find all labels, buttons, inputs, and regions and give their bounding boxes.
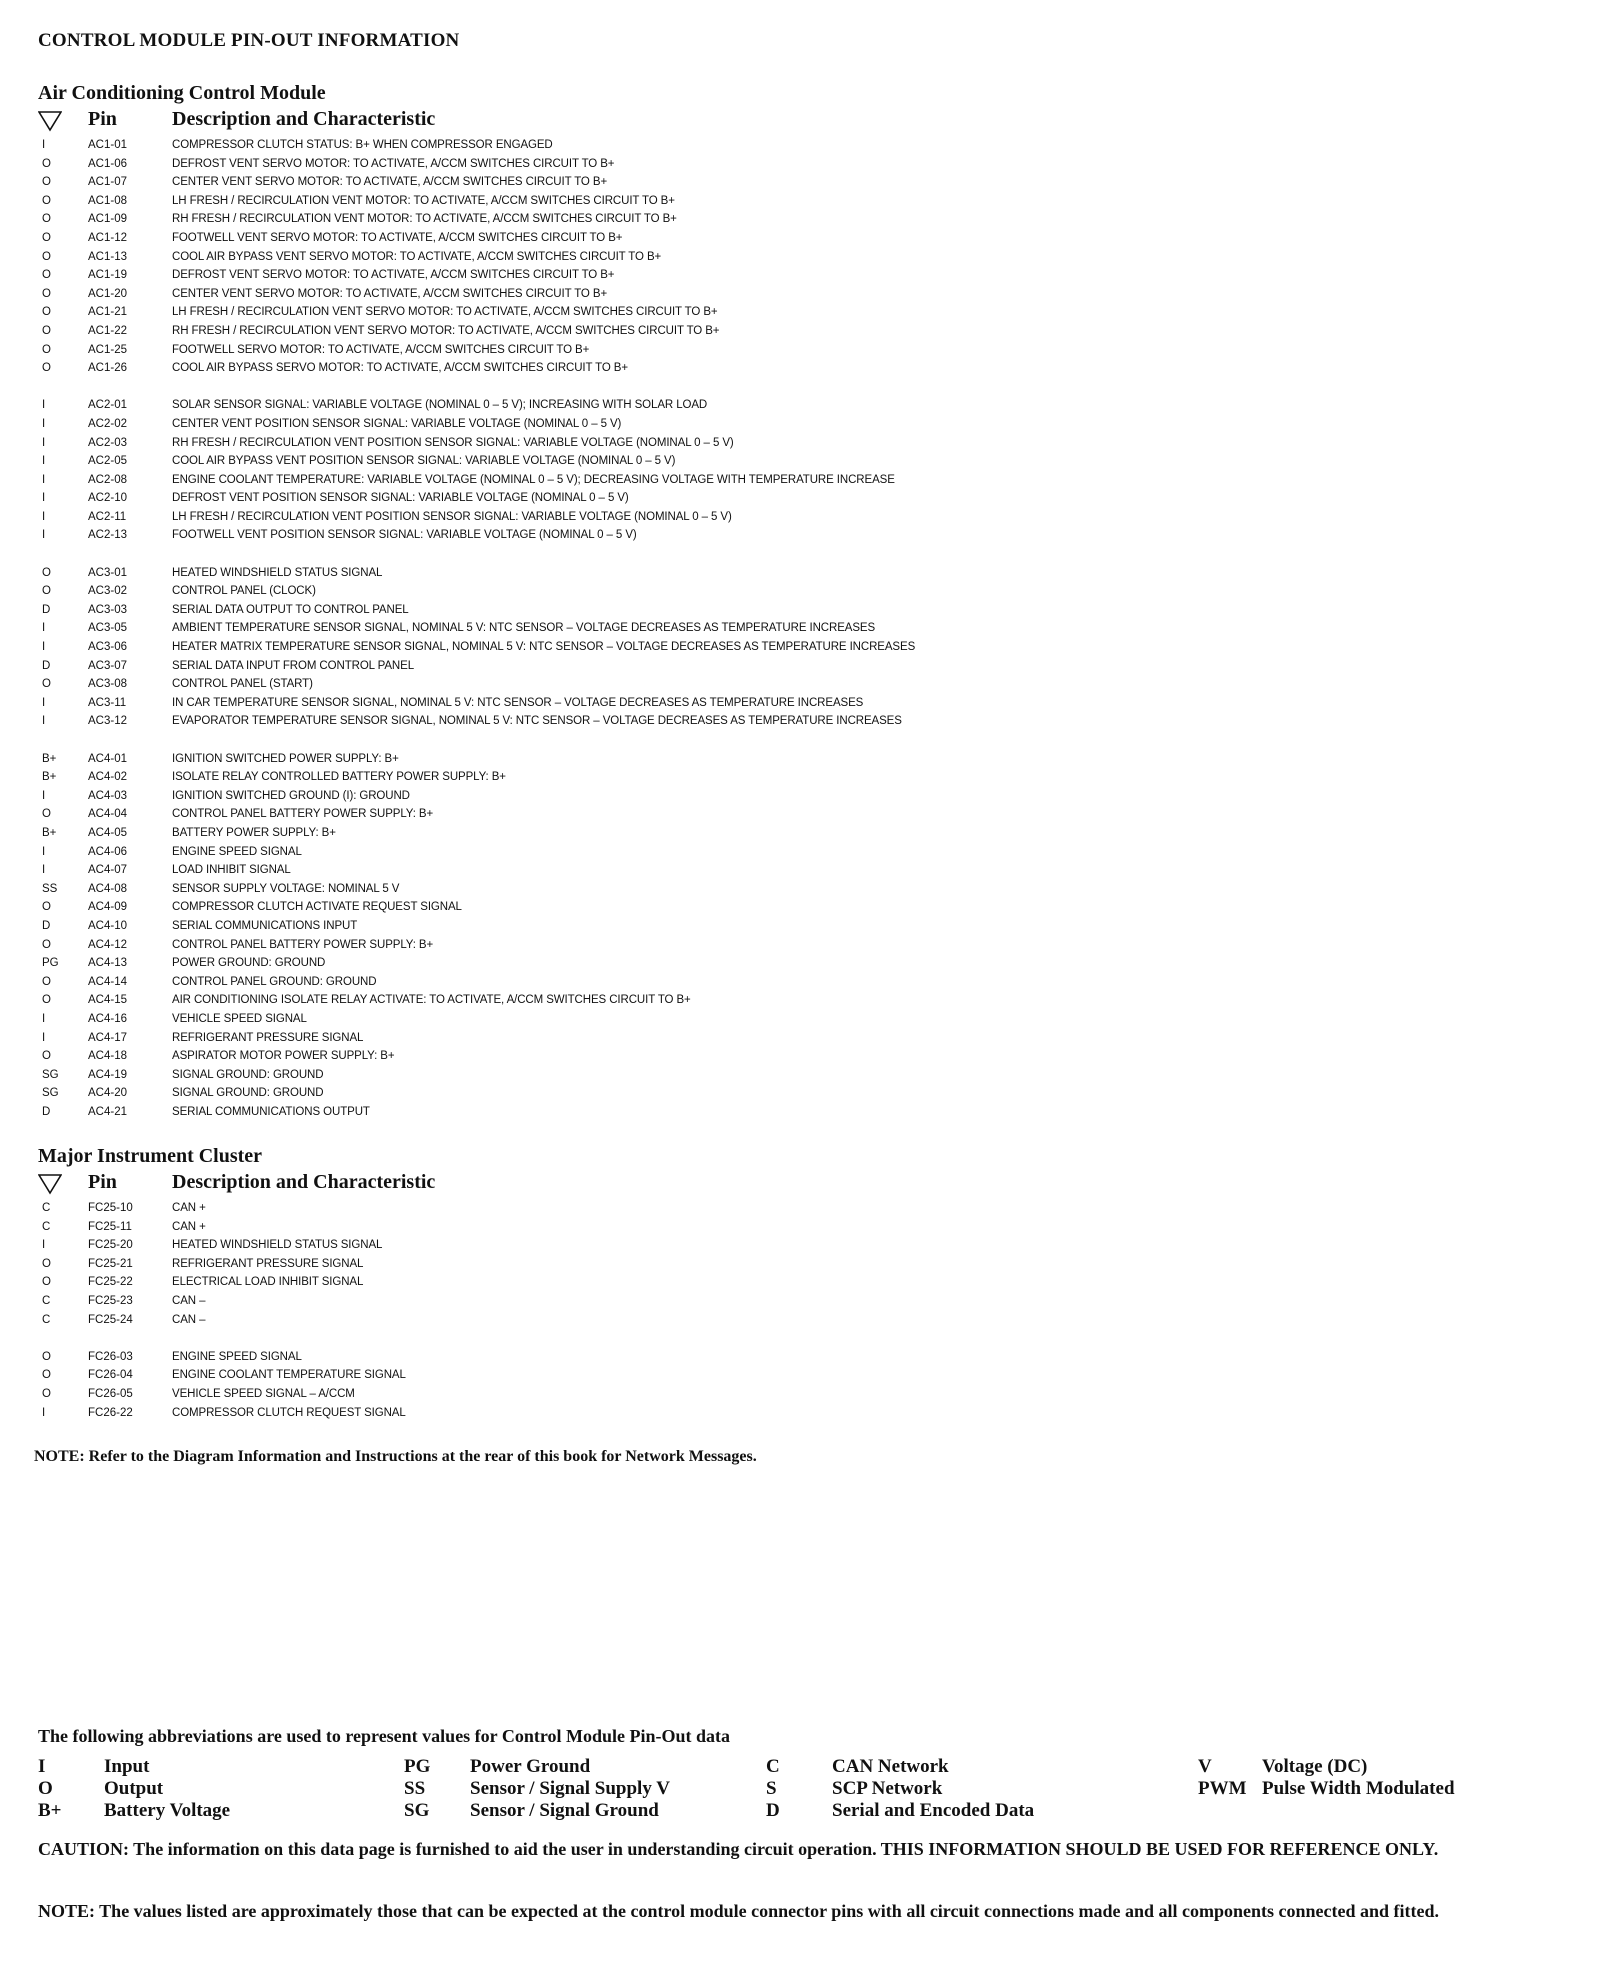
table-row xyxy=(38,1404,1538,1423)
table-row xyxy=(38,285,1538,304)
pin-type: I xyxy=(42,1406,46,1419)
abbr-key: SG xyxy=(404,1800,430,1821)
pin-type: I xyxy=(42,622,46,635)
pin-type: I xyxy=(42,436,46,449)
pin-type: O xyxy=(42,994,51,1007)
pin-type: O xyxy=(42,213,51,226)
table-row xyxy=(38,1255,1538,1274)
table-row xyxy=(38,341,1538,360)
abbreviations-column-2 xyxy=(404,1756,670,1822)
pin-number: AC1-26 xyxy=(88,362,127,375)
pin-description: RH FRESH / RECIRCULATION VENT POSITION SENSOR SIGNAL: VARIABLE VOLTAGE (NOMINAL 0 – 5 V) xyxy=(172,436,734,449)
abbr-key: B+ xyxy=(38,1800,62,1821)
pin-description: VEHICLE SPEED SIGNAL xyxy=(172,1012,307,1025)
abbr-value: Pulse Width Modulated xyxy=(1262,1778,1455,1799)
table-row xyxy=(38,303,1538,322)
pin-description: RH FRESH / RECIRCULATION VENT SERVO MOTOR: TO ACTIVATE, A/CCM SWITCHES CIRCUIT TO B+ xyxy=(172,324,720,337)
pin-number: AC1-06 xyxy=(88,157,127,170)
pin-description: LH FRESH / RECIRCULATION VENT MOTOR: TO ACTIVATE, A/CCM SWITCHES CIRCUIT TO B+ xyxy=(172,194,675,207)
pin-number: AC4-12 xyxy=(88,938,127,951)
abbr-value: Battery Voltage xyxy=(104,1800,231,1821)
pin-type: O xyxy=(42,176,51,189)
table-row xyxy=(38,192,1538,211)
pin-number: AC3-12 xyxy=(88,715,127,728)
table-row xyxy=(38,936,1538,955)
table-row xyxy=(38,991,1538,1010)
table-row xyxy=(38,1366,1538,1385)
pin-number: AC3-01 xyxy=(88,566,127,579)
pin-number: AC2-01 xyxy=(88,399,127,412)
pin-description: DEFROST VENT SERVO MOTOR: TO ACTIVATE, A/CCM SWITCHES CIRCUIT TO B+ xyxy=(172,157,615,170)
ac-module-section xyxy=(38,80,1538,1121)
pin-number: AC3-07 xyxy=(88,659,127,672)
table-row xyxy=(38,396,1538,415)
pin-description: COMPRESSOR CLUTCH ACTIVATE REQUEST SIGNAL xyxy=(172,901,462,914)
pin-description: HEATER MATRIX TEMPERATURE SENSOR SIGNAL, NOMINAL 5 V: NTC SENSOR – VOLTAGE DECREASES AS TEMPERATURE INCREASES xyxy=(172,641,916,654)
network-note: NOTE: Refer to the Diagram Information and Instructions at the rear of this book for Network Messages. xyxy=(34,1448,757,1465)
pin-type: O xyxy=(42,250,51,263)
abbr-key: S xyxy=(766,1778,777,1799)
pin-type: I xyxy=(42,864,46,877)
ac-column-header xyxy=(38,106,1538,136)
pin-number: AC4-13 xyxy=(88,957,127,970)
pin-number: FC25-21 xyxy=(88,1257,133,1270)
pin-number: AC3-06 xyxy=(88,641,127,654)
pin-description: SIGNAL GROUND: GROUND xyxy=(172,1087,324,1100)
pin-type: D xyxy=(42,919,51,932)
abbreviations-column-3 xyxy=(766,1756,1034,1822)
table-row xyxy=(38,824,1538,843)
pin-type: O xyxy=(42,1276,51,1289)
pin-description: POWER GROUND: GROUND xyxy=(172,957,326,970)
pin-number: FC26-05 xyxy=(88,1387,133,1400)
table-row xyxy=(38,508,1538,527)
pin-number: AC1-25 xyxy=(88,343,127,356)
values-note: NOTE: The values listed are approximately those that can be expected at the control module connector pins with all circuit connections made and all components connected and fitted. xyxy=(38,1901,1439,1921)
abbr-value: Sensor / Signal Supply V xyxy=(470,1778,670,1799)
pin-type: I xyxy=(42,473,46,486)
pin-number: AC4-15 xyxy=(88,994,127,1007)
pin-type: SG xyxy=(42,1068,59,1081)
table-row xyxy=(38,898,1538,917)
pin-type: PG xyxy=(42,957,59,970)
pin-type: D xyxy=(42,659,51,672)
cluster-pin-table xyxy=(38,1199,1538,1422)
pin-type: O xyxy=(42,1257,51,1270)
pin-description: RH FRESH / RECIRCULATION VENT MOTOR: TO ACTIVATE, A/CCM SWITCHES CIRCUIT TO B+ xyxy=(172,213,677,226)
table-row xyxy=(38,917,1538,936)
pin-number: FC25-22 xyxy=(88,1276,133,1289)
cluster-section xyxy=(38,1143,1538,1422)
pin-description: ISOLATE RELAY CONTROLLED BATTERY POWER SUPPLY: B+ xyxy=(172,771,506,784)
table-row xyxy=(38,1218,1538,1237)
pin-number: AC4-09 xyxy=(88,901,127,914)
pin-type: I xyxy=(42,455,46,468)
description-column-heading: Description and Characteristic xyxy=(172,1171,436,1193)
table-row xyxy=(38,173,1538,192)
table-row xyxy=(38,880,1538,899)
pin-description: COOL AIR BYPASS VENT SERVO MOTOR: TO ACTIVATE, A/CCM SWITCHES CIRCUIT TO B+ xyxy=(172,250,662,263)
table-row xyxy=(38,861,1538,880)
pin-number: AC2-08 xyxy=(88,473,127,486)
pin-number: FC25-23 xyxy=(88,1294,133,1307)
pin-description: ENGINE COOLANT TEMPERATURE SIGNAL xyxy=(172,1369,406,1382)
table-row xyxy=(38,415,1538,434)
pin-number: AC4-10 xyxy=(88,919,127,932)
pin-description: FOOTWELL SERVO MOTOR: TO ACTIVATE, A/CCM SWITCHES CIRCUIT TO B+ xyxy=(172,343,590,356)
table-row xyxy=(38,1066,1538,1085)
pin-number: AC4-08 xyxy=(88,882,127,895)
pin-description: FOOTWELL VENT POSITION SENSOR SIGNAL: VARIABLE VOLTAGE (NOMINAL 0 – 5 V) xyxy=(172,529,637,542)
pin-number: FC26-03 xyxy=(88,1350,133,1363)
pin-number: AC1-22 xyxy=(88,324,127,337)
table-row xyxy=(38,136,1538,155)
pin-number: AC2-05 xyxy=(88,455,127,468)
abbr-key: O xyxy=(38,1778,53,1799)
pin-number: AC2-11 xyxy=(88,510,127,523)
pin-type: O xyxy=(42,324,51,337)
table-row xyxy=(38,1292,1538,1311)
abbr-key: PG xyxy=(404,1756,431,1777)
pin-type: O xyxy=(42,287,51,300)
pin-type: I xyxy=(42,1239,46,1252)
pin-number: AC1-12 xyxy=(88,231,127,244)
pin-number: AC1-08 xyxy=(88,194,127,207)
abbr-value: CAN Network xyxy=(832,1756,949,1777)
table-row xyxy=(38,657,1538,676)
pin-number: FC26-04 xyxy=(88,1369,133,1382)
table-row xyxy=(38,322,1538,341)
pin-number: AC4-21 xyxy=(88,1105,127,1118)
pin-type: C xyxy=(42,1313,51,1326)
cluster-column-header xyxy=(38,1169,1538,1199)
pin-type: I xyxy=(42,1031,46,1044)
pin-type: C xyxy=(42,1294,51,1307)
pin-number: AC2-10 xyxy=(88,492,127,505)
pin-description: CAN + xyxy=(172,1202,206,1214)
table-row xyxy=(38,1236,1538,1255)
pin-type: I xyxy=(42,715,46,728)
table-row xyxy=(38,1047,1538,1066)
pin-number: AC4-07 xyxy=(88,864,127,877)
pin-type: I xyxy=(42,845,46,858)
pin-type: O xyxy=(42,938,51,951)
pin-description: AMBIENT TEMPERATURE SENSOR SIGNAL, NOMINAL 5 V: NTC SENSOR – VOLTAGE DECREASES AS TEMPERATURE INCREASES xyxy=(172,622,876,635)
table-row xyxy=(38,471,1538,490)
caution-text: CAUTION: The information on this data page is furnished to aid the user in understanding circuit operation. THIS INFORMATION SHOULD BE USED FOR REFERENCE ONLY. xyxy=(38,1839,1439,1859)
pin-description: CAN – xyxy=(172,1294,206,1307)
pin-number: AC4-18 xyxy=(88,1050,127,1063)
table-row xyxy=(38,973,1538,992)
table-row xyxy=(38,787,1538,806)
abbr-key: PWM xyxy=(1198,1778,1247,1799)
abbr-value: Voltage (DC) xyxy=(1262,1756,1368,1777)
pin-description: DEFROST VENT POSITION SENSOR SIGNAL: VARIABLE VOLTAGE (NOMINAL 0 – 5 V) xyxy=(172,492,629,505)
pin-description: AIR CONDITIONING ISOLATE RELAY ACTIVATE: TO ACTIVATE, A/CCM SWITCHES CIRCUIT TO B+ xyxy=(172,994,691,1007)
pin-description: LH FRESH / RECIRCULATION VENT SERVO MOTOR: TO ACTIVATE, A/CCM SWITCHES CIRCUIT TO B+ xyxy=(172,306,718,319)
pin-number: AC1-19 xyxy=(88,269,127,282)
table-row xyxy=(38,434,1538,453)
table-row xyxy=(38,229,1538,248)
pin-number: AC2-13 xyxy=(88,529,127,542)
pin-number: AC1-01 xyxy=(88,139,127,151)
pin-number: FC26-22 xyxy=(88,1406,133,1419)
pin-description: CENTER VENT POSITION SENSOR SIGNAL: VARIABLE VOLTAGE (NOMINAL 0 – 5 V) xyxy=(172,417,622,430)
pin-description: IGNITION SWITCHED POWER SUPPLY: B+ xyxy=(172,752,399,765)
pin-type: O xyxy=(42,343,51,356)
ac-module-title: Air Conditioning Control Module xyxy=(38,82,326,104)
pin-number: AC3-05 xyxy=(88,622,127,635)
pin-type: I xyxy=(42,529,46,542)
pin-type: I xyxy=(42,1012,46,1025)
pin-number: AC1-20 xyxy=(88,287,127,300)
pin-number: AC4-03 xyxy=(88,789,127,802)
table-row xyxy=(38,954,1538,973)
pin-description: SERIAL COMMUNICATIONS INPUT xyxy=(172,919,358,932)
pin-type: O xyxy=(42,808,51,821)
connector-triangle-icon xyxy=(38,110,62,132)
pin-type: B+ xyxy=(42,826,57,839)
table-row xyxy=(38,768,1538,787)
abbreviations-column-1 xyxy=(38,1756,230,1822)
abbr-key: V xyxy=(1198,1756,1212,1777)
pin-type: I xyxy=(42,399,46,412)
pin-number: AC3-08 xyxy=(88,678,127,691)
pin-description: FOOTWELL VENT SERVO MOTOR: TO ACTIVATE, A/CCM SWITCHES CIRCUIT TO B+ xyxy=(172,231,623,244)
pin-type: O xyxy=(42,678,51,691)
pin-description: CONTROL PANEL (START) xyxy=(172,678,313,691)
abbr-value: SCP Network xyxy=(832,1778,943,1799)
pin-description: CONTROL PANEL BATTERY POWER SUPPLY: B+ xyxy=(172,938,434,951)
table-row xyxy=(38,1348,1538,1367)
pin-description: SIGNAL GROUND: GROUND xyxy=(172,1068,324,1081)
pin-description: COOL AIR BYPASS SERVO MOTOR: TO ACTIVATE, A/CCM SWITCHES CIRCUIT TO B+ xyxy=(172,362,628,375)
pin-number: AC3-03 xyxy=(88,603,127,616)
ac-pin-table xyxy=(38,136,1538,1121)
pin-description: CAN – xyxy=(172,1313,206,1326)
abbr-value: Power Ground xyxy=(470,1756,591,1777)
abbr-value: Serial and Encoded Data xyxy=(832,1800,1035,1821)
table-row xyxy=(38,1084,1538,1103)
table-row xyxy=(38,805,1538,824)
pin-description: LOAD INHIBIT SIGNAL xyxy=(172,864,291,877)
pin-type: O xyxy=(42,901,51,914)
pin-type: O xyxy=(42,1050,51,1063)
pin-description: SERIAL COMMUNICATIONS OUTPUT xyxy=(172,1105,370,1118)
table-row xyxy=(38,1103,1538,1122)
pin-description: REFRIGERANT PRESSURE SIGNAL xyxy=(172,1031,364,1044)
abbr-value: Input xyxy=(104,1756,150,1777)
table-row xyxy=(38,248,1538,267)
pin-description: COMPRESSOR CLUTCH REQUEST SIGNAL xyxy=(172,1406,406,1419)
table-row xyxy=(38,843,1538,862)
pin-number: AC1-13 xyxy=(88,250,127,263)
pin-description: SERIAL DATA INPUT FROM CONTROL PANEL xyxy=(172,659,414,672)
pin-description: COMPRESSOR CLUTCH STATUS: B+ WHEN COMPRESSOR ENGAGED xyxy=(172,139,553,151)
pin-description: CENTER VENT SERVO MOTOR: TO ACTIVATE, A/CCM SWITCHES CIRCUIT TO B+ xyxy=(172,287,608,300)
pin-description: CONTROL PANEL (CLOCK) xyxy=(172,585,316,598)
pin-description: SOLAR SENSOR SIGNAL: VARIABLE VOLTAGE (NOMINAL 0 – 5 V); INCREASING WITH SOLAR LOAD xyxy=(172,399,708,412)
pin-number: FC25-24 xyxy=(88,1313,133,1326)
pin-number: AC4-04 xyxy=(88,808,127,821)
pin-description: HEATED WINDSHIELD STATUS SIGNAL xyxy=(172,1239,383,1252)
pin-number: AC4-02 xyxy=(88,771,127,784)
pin-number: AC1-21 xyxy=(88,306,127,319)
pin-description: ELECTRICAL LOAD INHIBIT SIGNAL xyxy=(172,1276,364,1289)
table-row xyxy=(38,675,1538,694)
abbr-value: Sensor / Signal Ground xyxy=(470,1800,659,1821)
pin-type: O xyxy=(42,231,51,244)
pin-number: AC4-19 xyxy=(88,1068,127,1081)
pin-type: O xyxy=(42,585,51,598)
pin-number: AC4-20 xyxy=(88,1087,127,1100)
table-row xyxy=(38,155,1538,174)
pin-number: AC2-03 xyxy=(88,436,127,449)
pin-number: AC4-05 xyxy=(88,826,127,839)
pin-type: D xyxy=(42,603,51,616)
pin-description: ENGINE SPEED SIGNAL xyxy=(172,845,302,858)
pin-description: REFRIGERANT PRESSURE SIGNAL xyxy=(172,1257,364,1270)
pin-type: O xyxy=(42,362,51,375)
pin-description: LH FRESH / RECIRCULATION VENT POSITION SENSOR SIGNAL: VARIABLE VOLTAGE (NOMINAL 0 – 5 V) xyxy=(172,510,732,523)
table-row xyxy=(38,1385,1538,1404)
pin-number: AC2-02 xyxy=(88,417,127,430)
pin-type: O xyxy=(42,269,51,282)
abbr-value: Output xyxy=(104,1778,164,1799)
pin-type: I xyxy=(42,641,46,654)
pin-description: CAN + xyxy=(172,1220,206,1233)
pin-description: BATTERY POWER SUPPLY: B+ xyxy=(172,826,336,839)
pin-number: FC25-10 xyxy=(88,1202,133,1214)
pin-column-heading: Pin xyxy=(88,1171,117,1193)
table-row xyxy=(38,359,1538,378)
pin-type: SG xyxy=(42,1087,59,1100)
pin-description: CENTER VENT SERVO MOTOR: TO ACTIVATE, A/CCM SWITCHES CIRCUIT TO B+ xyxy=(172,176,608,189)
pin-description: ENGINE SPEED SIGNAL xyxy=(172,1350,302,1363)
pin-number: AC4-14 xyxy=(88,975,127,988)
pin-number: FC25-20 xyxy=(88,1239,133,1252)
pin-description: DEFROST VENT SERVO MOTOR: TO ACTIVATE, A/CCM SWITCHES CIRCUIT TO B+ xyxy=(172,269,615,282)
pin-type: O xyxy=(42,1369,51,1382)
pin-description: CONTROL PANEL BATTERY POWER SUPPLY: B+ xyxy=(172,808,434,821)
table-row xyxy=(38,526,1538,545)
abbr-key: C xyxy=(766,1756,780,1777)
cluster-title: Major Instrument Cluster xyxy=(38,1145,263,1167)
pin-number: AC1-09 xyxy=(88,213,127,226)
table-row xyxy=(38,750,1538,769)
pin-number: AC1-07 xyxy=(88,176,127,189)
pin-number: AC4-17 xyxy=(88,1031,127,1044)
table-row xyxy=(38,1311,1538,1330)
pin-number: FC25-11 xyxy=(88,1220,132,1233)
pin-type: B+ xyxy=(42,752,57,765)
table-row xyxy=(38,694,1538,713)
pin-description: SERIAL DATA OUTPUT TO CONTROL PANEL xyxy=(172,603,409,616)
pin-type: SS xyxy=(42,882,58,895)
pin-number: AC4-06 xyxy=(88,845,127,858)
pin-number: AC3-02 xyxy=(88,585,127,598)
table-row xyxy=(38,489,1538,508)
pin-type: I xyxy=(42,696,46,709)
pin-type: C xyxy=(42,1202,51,1214)
pin-description: CONTROL PANEL GROUND: GROUND xyxy=(172,975,377,988)
pin-type: I xyxy=(42,492,46,505)
pin-type: I xyxy=(42,139,46,151)
table-row xyxy=(38,452,1538,471)
pin-description: SENSOR SUPPLY VOLTAGE: NOMINAL 5 V xyxy=(172,882,400,895)
pin-type: O xyxy=(42,306,51,319)
pin-description: IN CAR TEMPERATURE SENSOR SIGNAL, NOMINAL 5 V: NTC SENSOR – VOLTAGE DECREASES AS TEMPERATURE INCREASES xyxy=(172,696,864,709)
pin-type: B+ xyxy=(42,771,57,784)
abbreviations-column-4 xyxy=(1198,1756,1455,1800)
pin-description: HEATED WINDSHIELD STATUS SIGNAL xyxy=(172,566,383,579)
pinout-page xyxy=(34,0,1568,1980)
table-row xyxy=(38,619,1538,638)
pin-type: O xyxy=(42,194,51,207)
table-row xyxy=(38,1273,1538,1292)
connector-triangle-icon xyxy=(38,1173,62,1195)
pin-description: ENGINE COOLANT TEMPERATURE: VARIABLE VOLTAGE (NOMINAL 0 – 5 V); DECREASING VOLTAGE WITH TEMPERATURE INCREASE xyxy=(172,473,895,486)
pin-type: O xyxy=(42,566,51,579)
pin-description: ASPIRATOR MOTOR POWER SUPPLY: B+ xyxy=(172,1050,395,1063)
abbr-key: I xyxy=(38,1756,46,1777)
pin-number: AC4-01 xyxy=(88,752,127,765)
abbreviations-intro: The following abbreviations are used to represent values for Control Module Pin-Out data xyxy=(38,1726,731,1746)
pin-type: C xyxy=(42,1220,51,1233)
table-row xyxy=(38,601,1538,620)
pin-description: EVAPORATOR TEMPERATURE SENSOR SIGNAL, NOMINAL 5 V: NTC SENSOR – VOLTAGE DECREASES AS TEMPERATURE INCREASES xyxy=(172,715,902,728)
abbr-key: SS xyxy=(404,1778,426,1799)
page-title: CONTROL MODULE PIN-OUT INFORMATION xyxy=(38,30,460,51)
pin-type: I xyxy=(42,789,46,802)
pin-type: O xyxy=(42,975,51,988)
pin-column-heading: Pin xyxy=(88,108,117,130)
table-row xyxy=(38,712,1538,731)
table-row xyxy=(38,564,1538,583)
table-row xyxy=(38,1029,1538,1048)
table-row xyxy=(38,638,1538,657)
abbr-key: D xyxy=(766,1800,780,1821)
description-column-heading: Description and Characteristic xyxy=(172,108,436,130)
table-row xyxy=(38,1199,1538,1218)
pin-type: O xyxy=(42,1350,51,1363)
pin-description: IGNITION SWITCHED GROUND (I): GROUND xyxy=(172,789,410,802)
table-row xyxy=(38,582,1538,601)
pin-description: COOL AIR BYPASS VENT POSITION SENSOR SIGNAL: VARIABLE VOLTAGE (NOMINAL 0 – 5 V) xyxy=(172,455,676,468)
pin-type: O xyxy=(42,157,51,170)
pin-type: I xyxy=(42,510,46,523)
pin-description: VEHICLE SPEED SIGNAL – A/CCM xyxy=(172,1387,355,1400)
pin-type: I xyxy=(42,417,46,430)
table-row xyxy=(38,210,1538,229)
table-row xyxy=(38,1010,1538,1029)
pin-number: AC4-16 xyxy=(88,1012,127,1025)
pin-number: AC3-11 xyxy=(88,696,127,709)
pin-type: O xyxy=(42,1387,51,1400)
pin-type: D xyxy=(42,1105,51,1118)
table-row xyxy=(38,266,1538,285)
